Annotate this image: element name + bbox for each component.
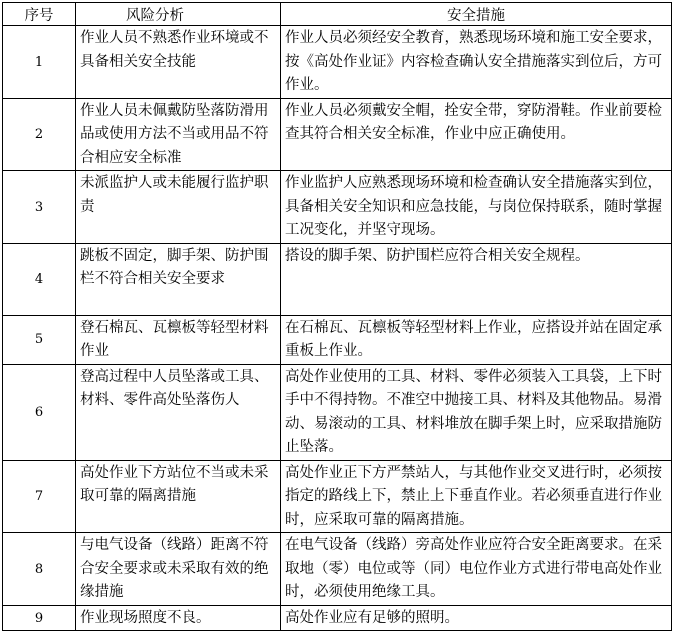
table-row (3, 171, 672, 244)
measures-cell: 在石棉瓦、瓦檩板等轻型材料上作业，应搭设并站在固定承重板上作业。 (281, 315, 672, 364)
table-row (3, 364, 672, 460)
measures-cell: 作业人员必须经安全教育，熟悉现场环境和施工安全要求，按《高处作业证》内容检查确认安全措施落实到位后，方可作业。 (281, 26, 672, 99)
risk-cell: 作业现场照度不良。 (76, 605, 281, 631)
table-row (3, 315, 672, 364)
measures-cell: 在电气设备（线路）旁高处作业应符合安全距离要求。在采取地（零）电位或等（同）电位作业方式进行带电高处作业时，必须使用绝缘工具。 (281, 533, 672, 606)
header-no: 序号 (3, 3, 76, 26)
risk-cell: 作业人员不熟悉作业环境或不具备相关安全技能 (76, 26, 281, 99)
measures-cell: 搭设的脚手架、防护围栏应符合相关安全规程。 (281, 243, 672, 315)
table-row (3, 460, 672, 533)
risk-cell: 跳板不固定，脚手架、防护围栏不符合相关安全要求 (76, 243, 281, 315)
measures-cell: 高处作业正下方严禁站人，与其他作业交叉进行时，必须按指定的路线上下，禁止上下垂直作业。若必须垂直进行作业时，应采取可靠的隔离措施。 (281, 460, 672, 533)
table-row (3, 243, 672, 315)
risk-cell: 作业人员未佩戴防坠落防滑用品或使用方法不当或用品不符合相应安全标准 (76, 98, 281, 171)
risk-cell: 高处作业下方站位不当或未采取可靠的隔离措施 (76, 460, 281, 533)
measures-cell: 高处作业应有足够的照明。 (281, 605, 672, 631)
measures-cell: 高处作业使用的工具、材料、零件必须装入工具袋，上下时手中不得持物。不准空中抛接工具、材料及其他物品。易滑动、易滚动的工具、材料堆放在脚手架上时，应采取措施防止坠落。 (281, 364, 672, 460)
risk-cell: 登石棉瓦、瓦檩板等轻型材料作业 (76, 315, 281, 364)
safety-measures-table (2, 2, 672, 631)
header-measures: 安全措施 (281, 3, 672, 26)
table-row (3, 98, 672, 171)
table-row (3, 533, 672, 606)
row-number: 4 (3, 243, 76, 315)
measures-cell: 作业监护人应熟悉现场环境和检查确认安全措施落实到位，具备相关安全知识和应急技能，与岗位保持联系，随时掌握工况变化，并坚守现场。 (281, 171, 672, 244)
table-row (3, 605, 672, 631)
risk-cell: 未派监护人或未能履行监护职责 (76, 171, 281, 244)
row-number: 7 (3, 460, 76, 533)
header-row (3, 3, 672, 26)
table-row (3, 26, 672, 99)
header-risk: 风险分析 (76, 3, 281, 26)
row-number: 8 (3, 533, 76, 606)
row-number: 6 (3, 364, 76, 460)
risk-cell: 登高过程中人员坠落或工具、材料、零件高处坠落伤人 (76, 364, 281, 460)
measures-cell: 作业人员必须戴安全帽，拴安全带，穿防滑鞋。作业前要检查其符合相关安全标准，作业中应正确使用。 (281, 98, 672, 171)
row-number: 3 (3, 171, 76, 244)
row-number: 5 (3, 315, 76, 364)
row-number: 1 (3, 26, 76, 99)
row-number: 2 (3, 98, 76, 171)
risk-cell: 与电气设备（线路）距离不符合安全要求或未采取有效的绝缘措施 (76, 533, 281, 606)
row-number: 9 (3, 605, 76, 631)
